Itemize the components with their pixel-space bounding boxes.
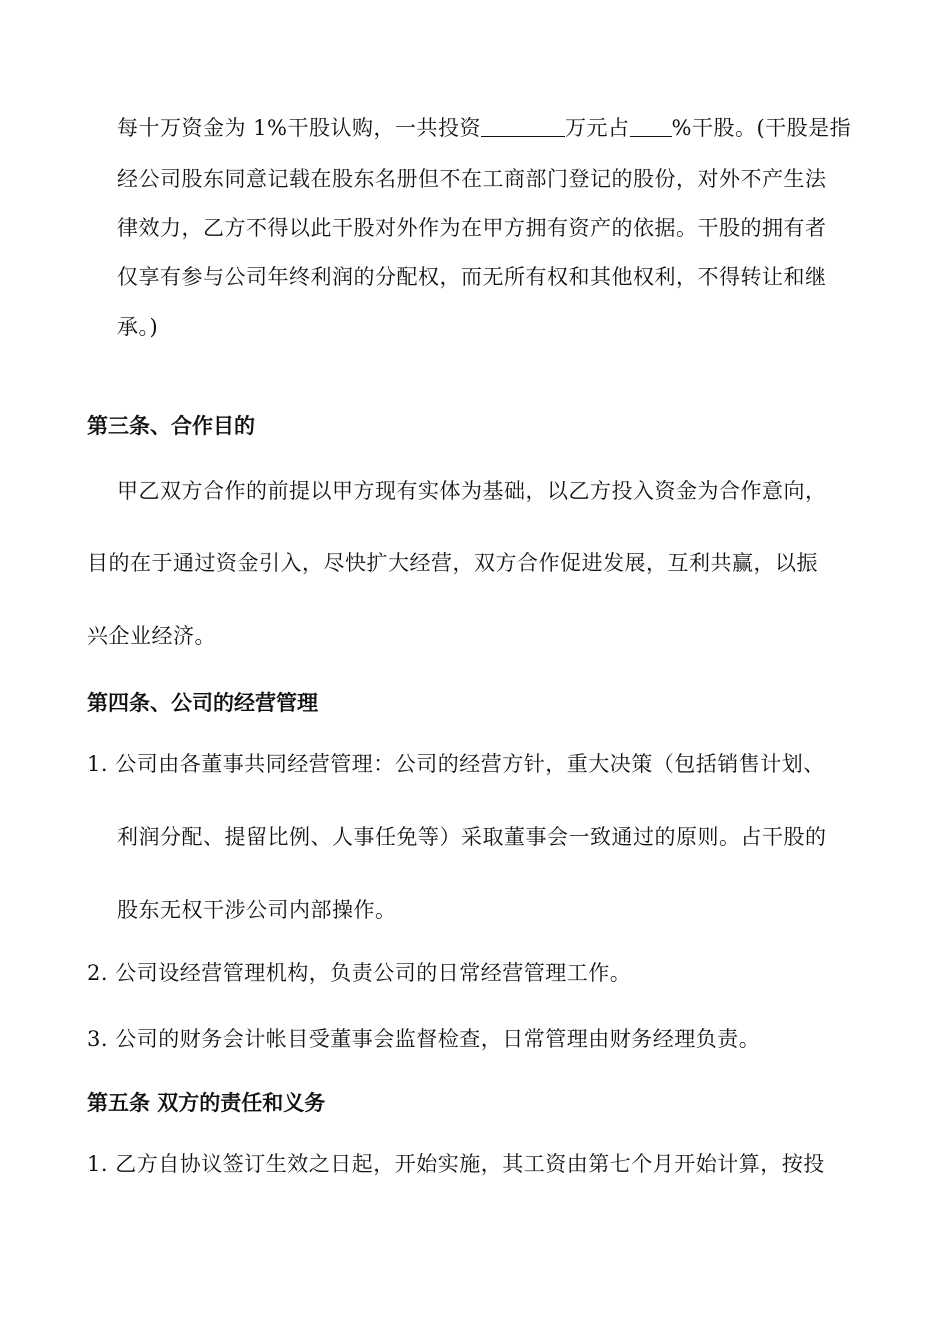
intro-line-3: 律效力，乙方不得以此干股对外作为在甲方拥有资产的依据。干股的拥有者 [117,216,827,240]
article-4-item-1-line-2: 利润分配、提留比例、人事任免等）采取董事会一致通过的原则。占干股的 [117,825,827,849]
article-4-item-3: 3. 公司的财务会计帐目受董事会监督检查，日常管理由财务经理负责。 [87,1027,761,1051]
intro-line-5: 承。) [117,315,159,339]
article-5-heading: 第五条 双方的责任和义务 [87,1091,326,1115]
article-4-item-2: 2. 公司设经营管理机构，负责公司的日常经营管理工作。 [87,961,632,985]
article-3-line-1: 甲乙双方合作的前提以甲方现有实体为基础，以乙方投入资金为合作意向， [117,479,827,503]
intro-text-c: %干股。(干股是指 [671,116,852,140]
article-3-line-3: 兴企业经济。 [87,624,216,648]
intro-text-a: 每十万资金为 1%干股认购，一共投资 [117,116,481,140]
article-3-heading: 第三条、合作目的 [87,414,255,438]
investment-amount-blank[interactable] [481,116,565,137]
intro-text-b: 万元占 [565,116,630,140]
intro-line-4: 仅享有参与公司年终利润的分配权，而无所有权和其他权利，不得转让和继 [117,265,827,289]
article-4-heading: 第四条、公司的经营管理 [87,691,318,715]
article-5-item-1-line-1: 1. 乙方自协议签订生效之日起，开始实施，其工资由第七个月开始计算，按投 [87,1152,825,1176]
article-4-item-1-line-1: 1. 公司由各董事共同经营管理：公司的经营方针，重大决策（包括销售计划、 [87,752,825,776]
intro-line-2: 经公司股东同意记载在股东名册但不在工商部门登记的股份，对外不产生法 [117,167,827,191]
article-3-line-2: 目的在于通过资金引入，尽快扩大经营，双方合作促进发展，互利共赢，以振 [87,551,818,575]
article-4-item-1-line-3: 股东无权干涉公司内部操作。 [117,898,397,922]
intro-line-1 [117,114,851,142]
share-percent-blank[interactable] [630,116,672,137]
